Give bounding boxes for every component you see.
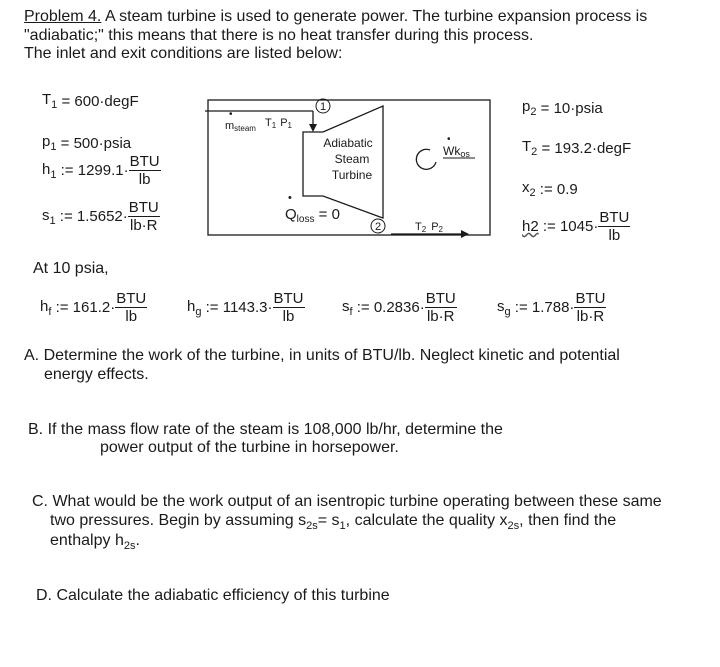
mdot-dot: • bbox=[229, 109, 233, 120]
h2-unit: $\frac{\text{BTU}}{lb}$ bbox=[599, 209, 630, 244]
work-dot: • bbox=[447, 134, 451, 145]
question-b-line-2: power output of the turbine in horsepower. bbox=[100, 439, 399, 456]
h2-value: 1045· bbox=[559, 218, 599, 235]
question-c-line-3: enthalpy $h_{2s}$. bbox=[50, 532, 140, 553]
question-d: D. Calculate the adiabatic efficiency of this turbine bbox=[36, 587, 390, 604]
hg-symbol: $h_g$ bbox=[187, 297, 202, 318]
work-label: Wkos bbox=[443, 144, 470, 159]
eq-sf bbox=[342, 290, 457, 325]
at-10-psia: At 10 psia, bbox=[33, 260, 109, 277]
hg-value: 1143.3· bbox=[222, 299, 273, 316]
intro-line-2: "adiabatic;" this means that there is no heat transfer during this process. bbox=[24, 27, 534, 44]
hf-op: := bbox=[51, 299, 73, 316]
hf-value: 161.2· bbox=[72, 299, 116, 316]
sf-unit: $\frac{\text{BTU}}{lb\cdot R}$ bbox=[425, 290, 456, 325]
outlet-arrowhead bbox=[461, 230, 469, 238]
p2-op: = bbox=[536, 99, 554, 117]
intro-line-1: A steam turbine is used to generate power. The turbine expansion process is bbox=[101, 8, 648, 25]
T1-value: 600·degF bbox=[74, 92, 139, 110]
sg-op: := bbox=[510, 299, 532, 316]
eq-p1 bbox=[42, 133, 131, 153]
hf-symbol: $h_f$ bbox=[40, 297, 52, 318]
sg-unit: $\frac{\text{BTU}}{lb\cdot R}$ bbox=[575, 290, 606, 325]
s1-symbol: $s_1$ bbox=[42, 206, 56, 227]
eq-sg bbox=[497, 290, 606, 325]
h2-symbol: h2 bbox=[522, 218, 539, 235]
hf-unit: $\frac{\text{BTU}}{lb}$ bbox=[116, 290, 147, 325]
outlet-state-label: T2 P2 bbox=[415, 221, 443, 234]
x2-op: := bbox=[535, 180, 557, 198]
x2-value: 0.9 bbox=[556, 180, 578, 198]
p2-value: 10·psia bbox=[553, 99, 603, 117]
p1-symbol: $p_1$ bbox=[42, 133, 57, 153]
s1-value: 1.5652· bbox=[76, 208, 128, 225]
h1-symbol: $h_1$ bbox=[42, 160, 57, 181]
sf-op: := bbox=[352, 299, 374, 316]
state2-label: 2 bbox=[374, 221, 382, 233]
eq-p2 bbox=[522, 98, 603, 118]
turbine-text-2: Steam bbox=[334, 152, 370, 166]
T2-value: 193.2·degF bbox=[554, 139, 632, 157]
eq-h1 bbox=[42, 153, 161, 188]
x2-symbol: $x_2$ bbox=[522, 179, 536, 199]
h2-op: := bbox=[538, 218, 560, 235]
question-b-line-1: B. If the mass flow rate of the steam is 108,000 lb/hr, determine the bbox=[28, 421, 503, 438]
shaft-arc bbox=[416, 149, 436, 169]
p1-op: = bbox=[56, 134, 74, 152]
s1-unit: $\frac{\text{BTU}}{lb\cdot R}$ bbox=[128, 199, 159, 234]
hg-unit: $\frac{\text{BTU}}{lb}$ bbox=[273, 290, 304, 325]
state1-label: 1 bbox=[319, 101, 327, 113]
turbine-text-3: Turbine bbox=[331, 168, 373, 182]
s1-op: := bbox=[55, 208, 77, 225]
T2-op: = bbox=[537, 139, 555, 157]
turbine-diagram bbox=[205, 88, 495, 240]
eq-hf bbox=[40, 290, 147, 325]
question-c-line-1: C. What would be the work output of an isentropic turbine operating between these same bbox=[32, 493, 662, 510]
p1-value: 500·psia bbox=[73, 134, 132, 152]
qloss-dot: • bbox=[288, 192, 292, 204]
inlet-arrowhead bbox=[309, 124, 317, 132]
h1-op: := bbox=[56, 162, 78, 179]
h1-unit: $\frac{\text{BTU}}{lb}$ bbox=[129, 153, 160, 188]
sg-value: 1.788· bbox=[531, 299, 575, 316]
sg-symbol: $s_g$ bbox=[497, 297, 511, 318]
problem-statement bbox=[24, 8, 647, 26]
inlet-state-label: T1 P1 bbox=[265, 117, 292, 130]
h1-value: 1299.1· bbox=[77, 162, 129, 179]
question-a-line-2: energy effects. bbox=[44, 366, 149, 383]
T1-op: = bbox=[57, 92, 75, 110]
sf-symbol: $s_f$ bbox=[342, 297, 353, 318]
msteam-label: msteam bbox=[225, 120, 256, 133]
turbine-text-1: Adiabatic bbox=[323, 136, 373, 150]
question-a-line-1: A. Determine the work of the turbine, in units of BTU/lb. Neglect kinetic and potential bbox=[24, 347, 620, 364]
hg-op: := bbox=[201, 299, 223, 316]
question-c-line-2: two pressures. Begin by assuming $s_{2s}= s_1$, calculate the quality $x_{2s}$, then find the bbox=[50, 512, 617, 533]
eq-hg bbox=[187, 290, 305, 325]
eq-h2 bbox=[522, 209, 630, 244]
qloss-label: $Q_{loss} = 0$ bbox=[285, 206, 340, 225]
eq-T2 bbox=[522, 138, 631, 158]
sf-value: 0.2836· bbox=[373, 299, 425, 316]
T1-symbol: $T_1$ bbox=[42, 91, 58, 111]
eq-T1 bbox=[42, 91, 139, 111]
problem-label: Problem 4. bbox=[24, 8, 102, 25]
eq-x2 bbox=[522, 179, 578, 199]
intro-line-3: The inlet and exit conditions are listed below: bbox=[24, 45, 343, 62]
T2-symbol: $T_2$ bbox=[522, 138, 538, 158]
eq-s1 bbox=[42, 199, 160, 234]
p2-symbol: $p_2$ bbox=[522, 98, 537, 118]
